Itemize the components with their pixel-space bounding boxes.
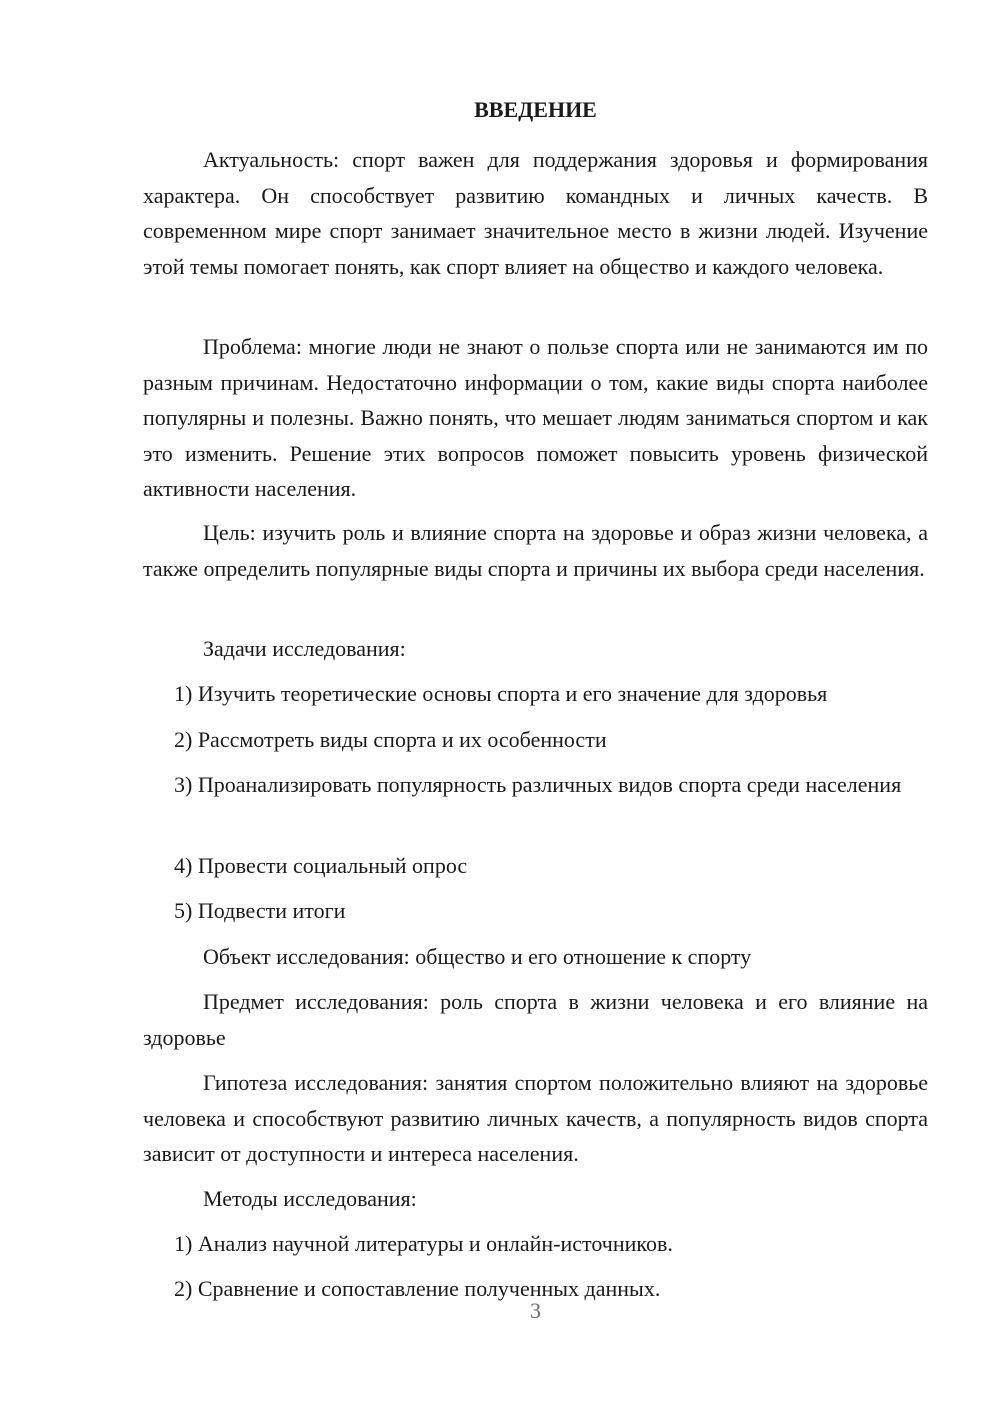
task-item: 3) Проанализировать популярность различных видов спорта среди населения (174, 772, 902, 797)
tasks-heading: Задачи исследования: (203, 636, 406, 661)
paragraph-object: Объект исследования: общество и его отношение к спорту (203, 944, 752, 969)
paragraph-subject: Предмет исследования: роль спорта в жизни человека и его влияние на здоровье (143, 989, 928, 1050)
method-item: 2) Сравнение и сопоставление полученных данных. (174, 1276, 661, 1301)
task-item: 1) Изучить теоретические основы спорта и его значение для здоровья (174, 681, 828, 706)
paragraph-hypothesis: Гипотеза исследования: занятия спортом положительно влияют на здоровье человека и способствуют развитию личных качеств, а популярность видов спорта зависит от доступности и интереса населения. (143, 1070, 928, 1166)
methods-heading: Методы исследования: (203, 1186, 417, 1211)
paragraph-relevance: Актуальность: спорт важен для поддержания здоровья и формирования характера. Он способствует развитию командных и личных качеств. В современном мире спорт занимает значительное место в жизни людей. Изучение этой темы помогает понять, как спорт влияет на общество и каждого человека. (143, 147, 928, 279)
page-number: 3 (530, 1298, 541, 1323)
page-title: ВВЕДЕНИЕ (474, 97, 597, 122)
task-item: 4) Провести социальный опрос (174, 853, 468, 878)
task-item: 5) Подвести итоги (174, 898, 346, 923)
paragraph-problem: Проблема: многие люди не знают о пользе спорта или не занимаются им по разным причинам. Недостаточно информации о том, какие виды спорта наиболее популярны и полезны. Важно понять, что мешает людям заниматься спортом и как это изменить. Решение этих вопросов поможет повысить уровень физической активности населения. (143, 334, 928, 501)
paragraph-goal: Цель: изучить роль и влияние спорта на здоровье и образ жизни человека, а также определить популярные виды спорта и причины их выбора среди населения. (143, 520, 928, 581)
task-item: 2) Рассмотреть виды спорта и их особенности (174, 727, 607, 752)
document-page (143, 0, 928, 1414)
method-item: 1) Анализ научной литературы и онлайн-источников. (174, 1231, 673, 1256)
